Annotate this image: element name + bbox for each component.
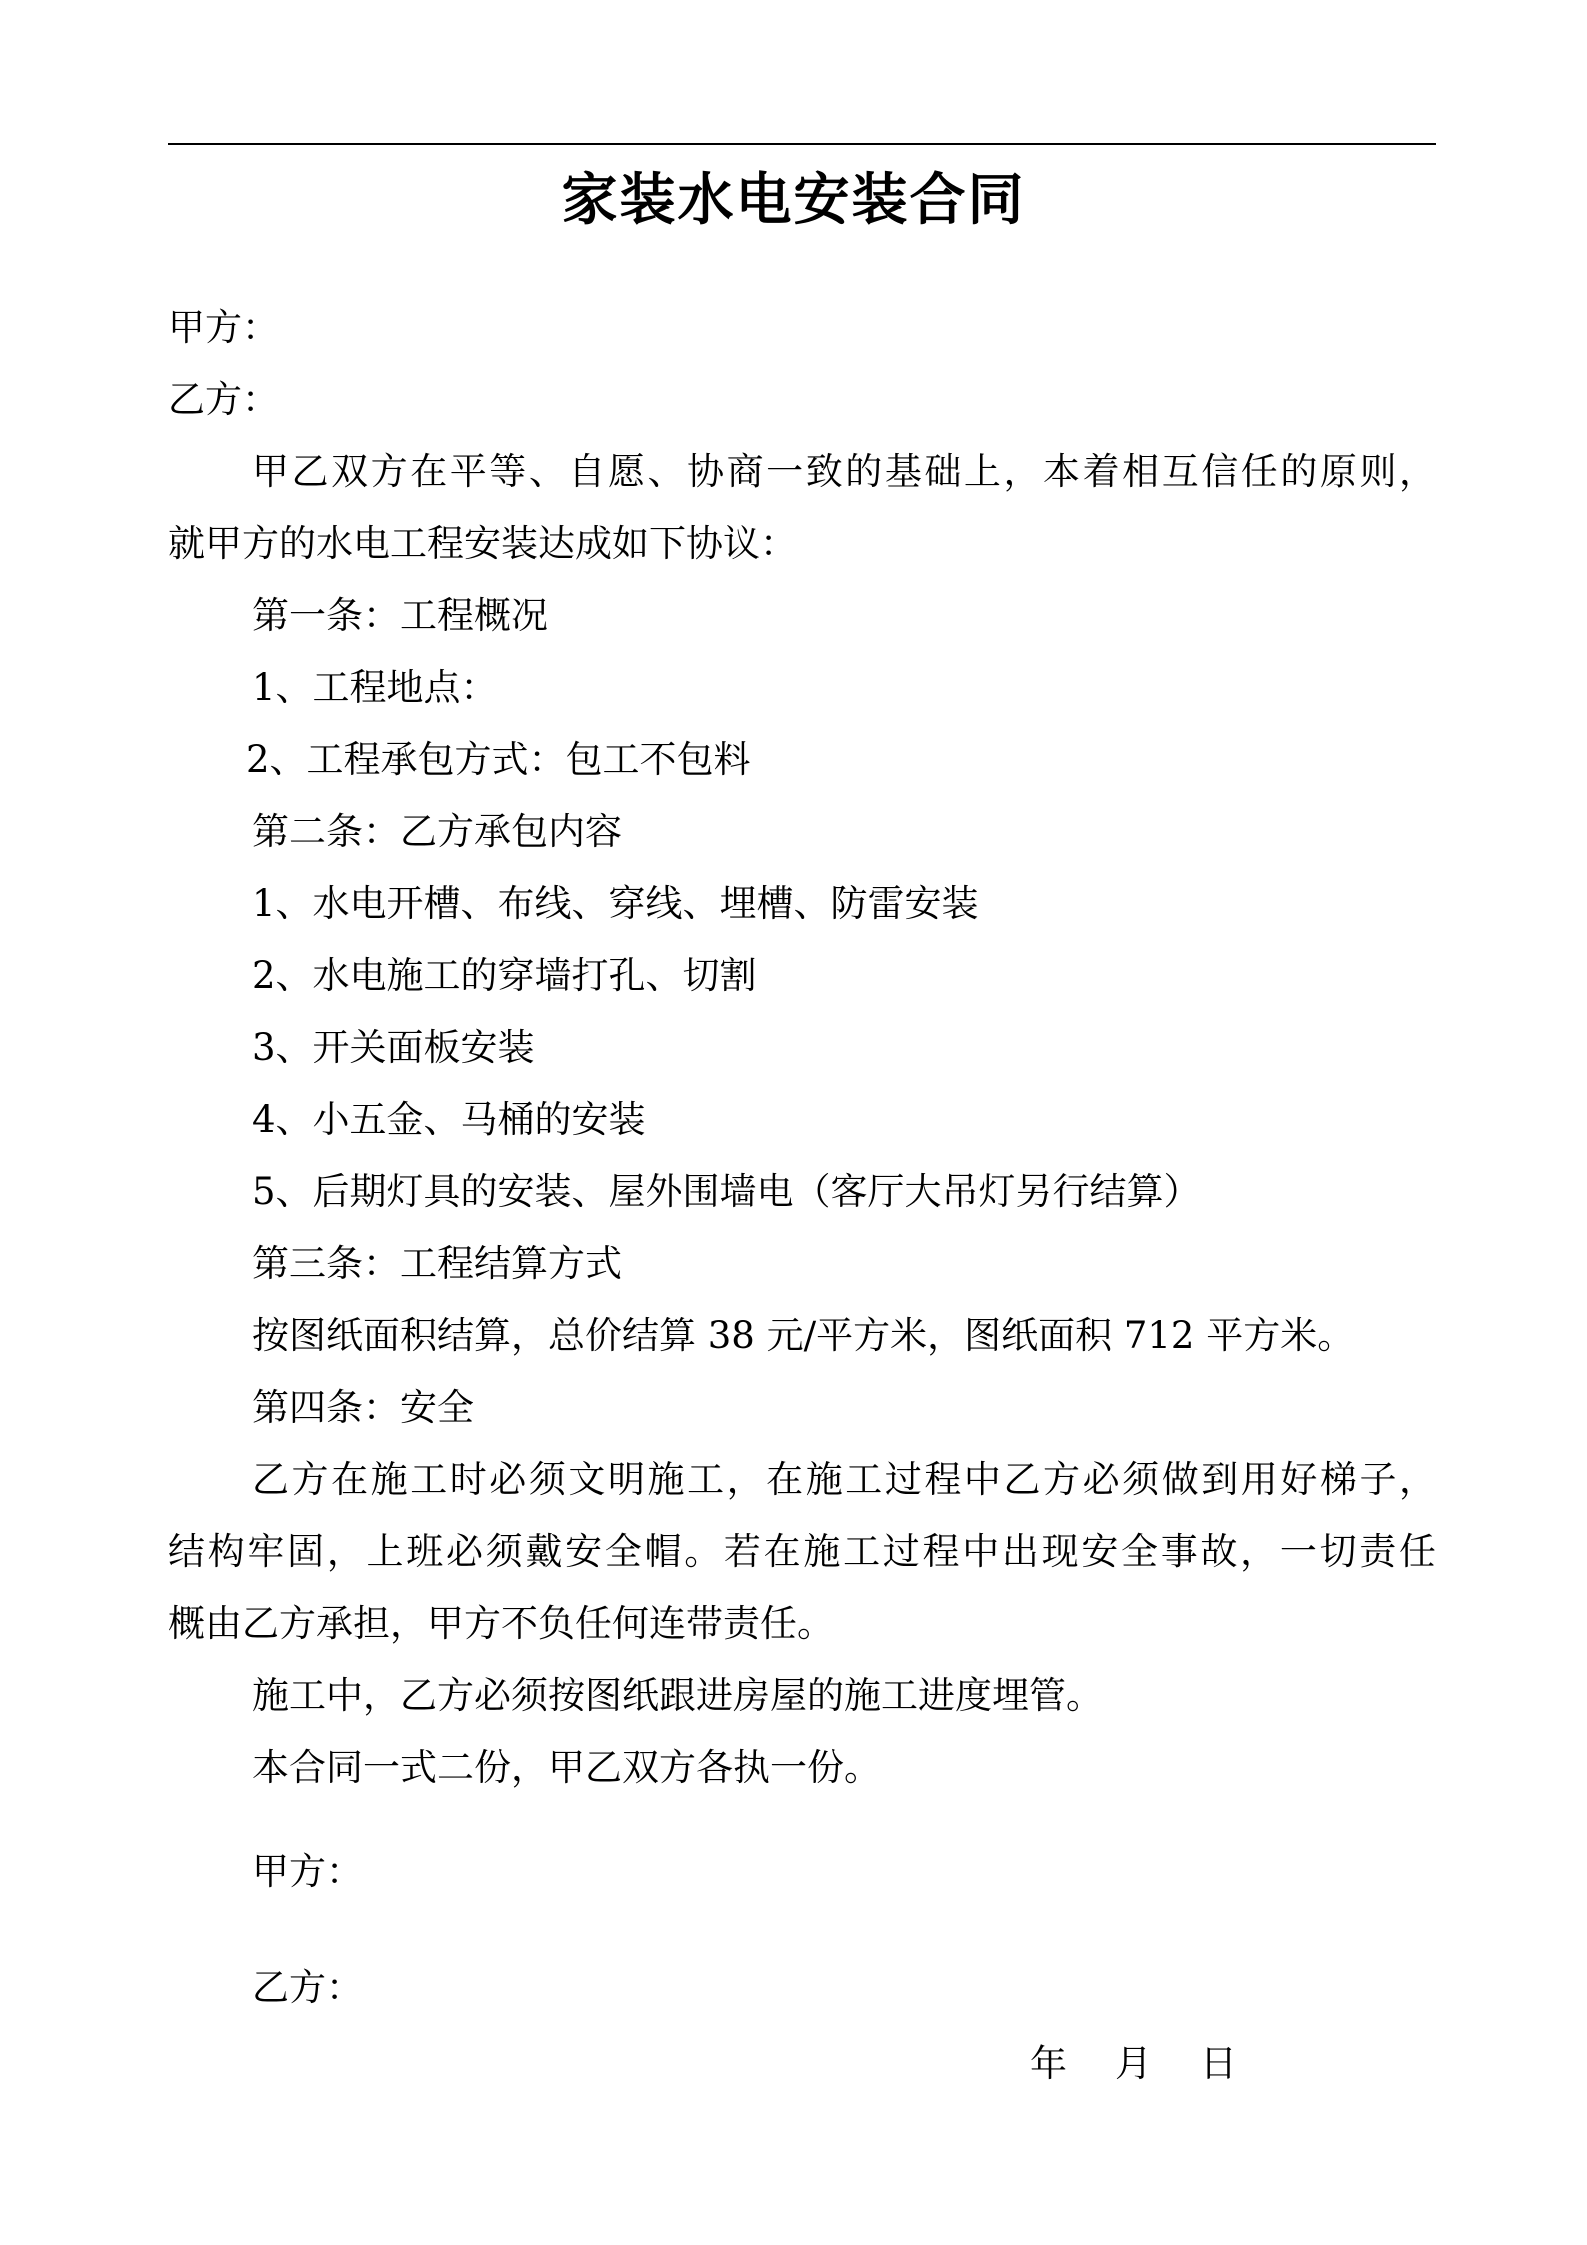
clause-copies: 本合同一式二份，甲乙双方各执一份。 [252, 1746, 881, 1789]
article-1-item: 1、工程地点： [252, 666, 498, 709]
article-4-heading: 第四条：安全 [252, 1386, 474, 1429]
date-year: 年 [1030, 2042, 1067, 2085]
article-2-item: 3、开关面板安装 [252, 1026, 535, 1069]
signature-party-b: 乙方： [252, 1966, 363, 2009]
article-2-item: 1、水电开槽、布线、穿线、埋槽、防雷安装 [252, 882, 979, 925]
document-title: 家装水电安装合同 [561, 167, 1026, 233]
header-rule [168, 143, 1436, 145]
article-3-text: 按图纸面积结算，总价结算 38 元/平方米，图纸面积 712 平方米。 [252, 1314, 1355, 1357]
article-3-heading: 第三条：工程结算方式 [252, 1242, 622, 1285]
date-day: 日 [1200, 2042, 1237, 2085]
article-2-item: 5、后期灯具的安装、屋外围墙电（客厅大吊灯另行结算） [252, 1170, 1201, 1213]
article-1-item: 2、工程承包方式：包工不包料 [246, 738, 751, 781]
article-2-item: 2、水电施工的穿墙打孔、切割 [252, 954, 757, 997]
intro-line-1: 甲乙双方在平等、自愿、协商一致的基础上，本着相互信任的原则， [252, 450, 1436, 493]
article-4-para-line: 结构牢固，上班必须戴安全帽。若在施工过程中出现安全事故，一切责任 [168, 1530, 1436, 1573]
article-2-item: 4、小五金、马桶的安装 [252, 1098, 646, 1141]
signature-date [1030, 2038, 1237, 2090]
article-2-heading: 第二条：乙方承包内容 [252, 810, 622, 853]
intro-line-2: 就甲方的水电工程安装达成如下协议： [168, 522, 797, 565]
party-b-label: 乙方： [168, 378, 279, 421]
date-month: 月 [1115, 2042, 1152, 2085]
article-4-para-line: 概由乙方承担，甲方不负任何连带责任。 [168, 1602, 834, 1645]
signature-party-a: 甲方： [252, 1850, 363, 1893]
article-1-heading: 第一条：工程概况 [252, 594, 548, 637]
article-4-para-line: 乙方在施工时必须文明施工，在施工过程中乙方必须做到用好梯子， [252, 1458, 1436, 1501]
clause-pipe: 施工中，乙方必须按图纸跟进房屋的施工进度埋管。 [252, 1674, 1103, 1717]
party-a-label: 甲方： [168, 306, 279, 349]
